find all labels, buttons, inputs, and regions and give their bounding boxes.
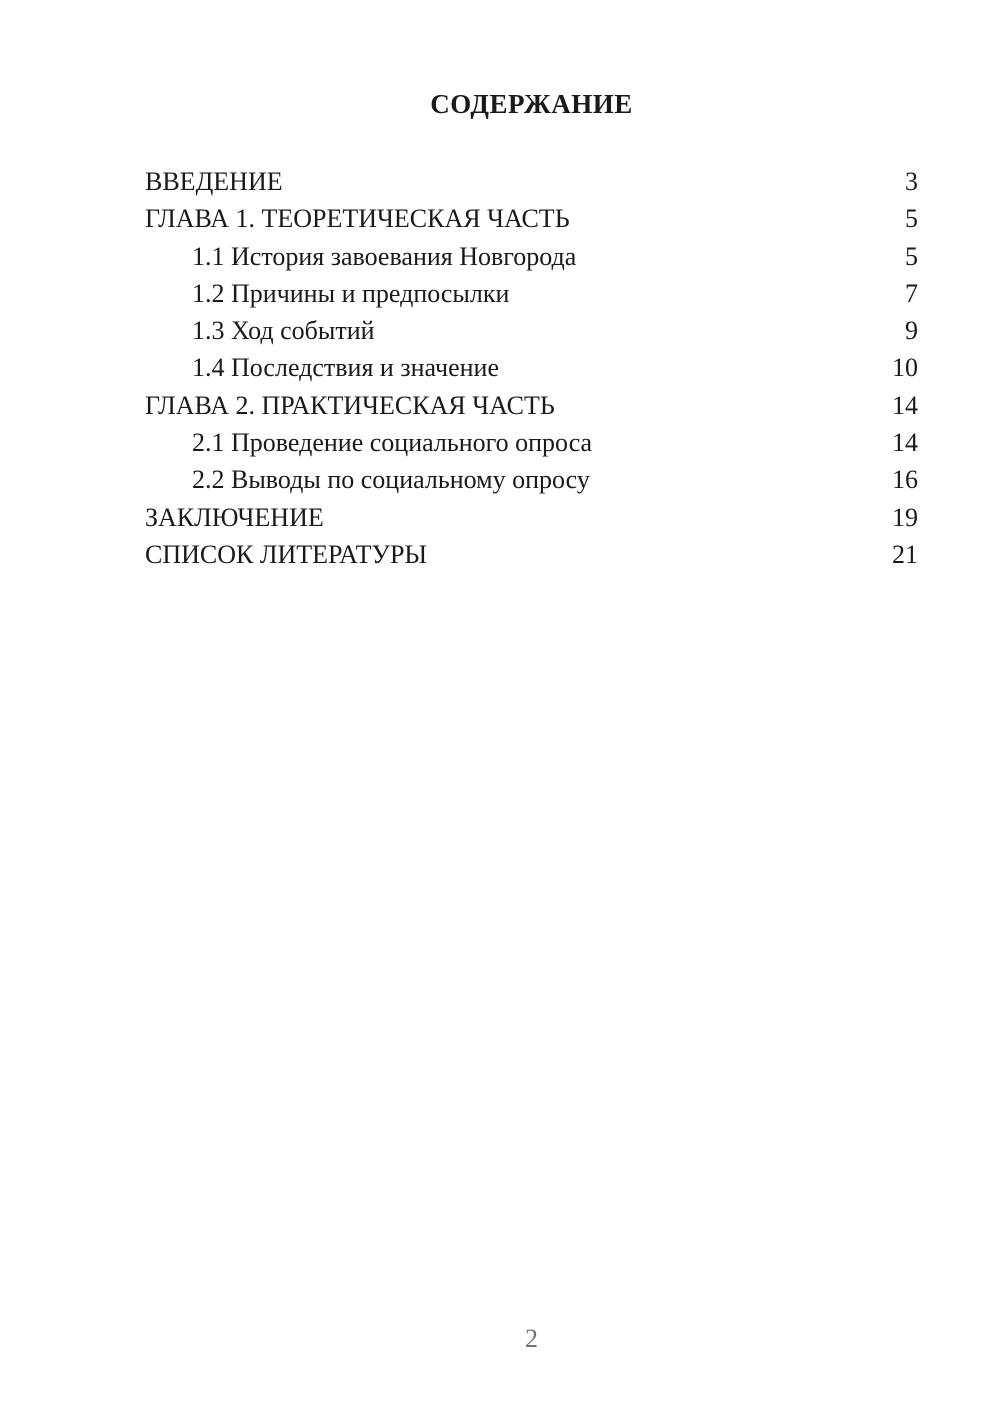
footer-page-number: 2	[525, 1324, 538, 1353]
toc-entry-label: ЗАКЛЮЧЕНИЕ	[145, 502, 324, 532]
toc-entry	[145, 499, 918, 536]
toc-entry	[145, 275, 918, 312]
toc-entry	[145, 200, 918, 237]
toc-entry	[145, 312, 918, 349]
toc-entry-label: СПИСОК ЛИТЕРАТУРЫ	[145, 539, 428, 569]
toc-entry-label: 1.3 Ход событий	[192, 316, 375, 346]
toc-entry-label: 1.1 История завоевания Новгорода	[192, 241, 577, 271]
toc-entry-page: 14	[892, 390, 918, 420]
toc-entry-page: 3	[905, 167, 918, 196]
toc-entry-label: 1.4 Последствия и значение	[192, 353, 499, 383]
toc-entry-label: 2.1 Проведение социального опроса	[192, 428, 593, 458]
toc-entry-page: 9	[905, 316, 918, 346]
toc-entry-label: ГЛАВА 2. ПРАКТИЧЕСКАЯ ЧАСТЬ	[145, 390, 555, 420]
toc-entry-label: 1.2 Причины и предпосылки	[192, 278, 510, 308]
toc-entry-page: 19	[892, 502, 918, 532]
toc-entry-label: ВВЕДЕНИЕ	[145, 167, 283, 196]
toc-entry	[145, 424, 918, 461]
toc-entry-page: 5	[905, 241, 918, 271]
toc-entry	[145, 387, 918, 424]
toc-entry-label: ГЛАВА 1. ТЕОРЕТИЧЕСКАЯ ЧАСТЬ	[145, 204, 570, 234]
toc-entry-label: 2.2 Выводы по социальному опросу	[192, 465, 590, 495]
toc-list	[145, 163, 918, 573]
toc-entry	[145, 536, 918, 573]
toc-entry	[145, 349, 918, 386]
page-title: СОДЕРЖАНИЕ	[430, 89, 633, 119]
toc-entry-page: 16	[892, 465, 918, 495]
toc-entry-page: 21	[892, 539, 918, 569]
toc-entry	[145, 238, 918, 275]
toc-entry	[145, 461, 918, 498]
toc-entry	[145, 163, 918, 200]
toc-entry-page: 7	[905, 278, 918, 308]
toc-entry-page: 5	[905, 204, 918, 234]
toc-entry-page: 14	[892, 428, 918, 458]
toc-entry-page: 10	[892, 353, 918, 383]
